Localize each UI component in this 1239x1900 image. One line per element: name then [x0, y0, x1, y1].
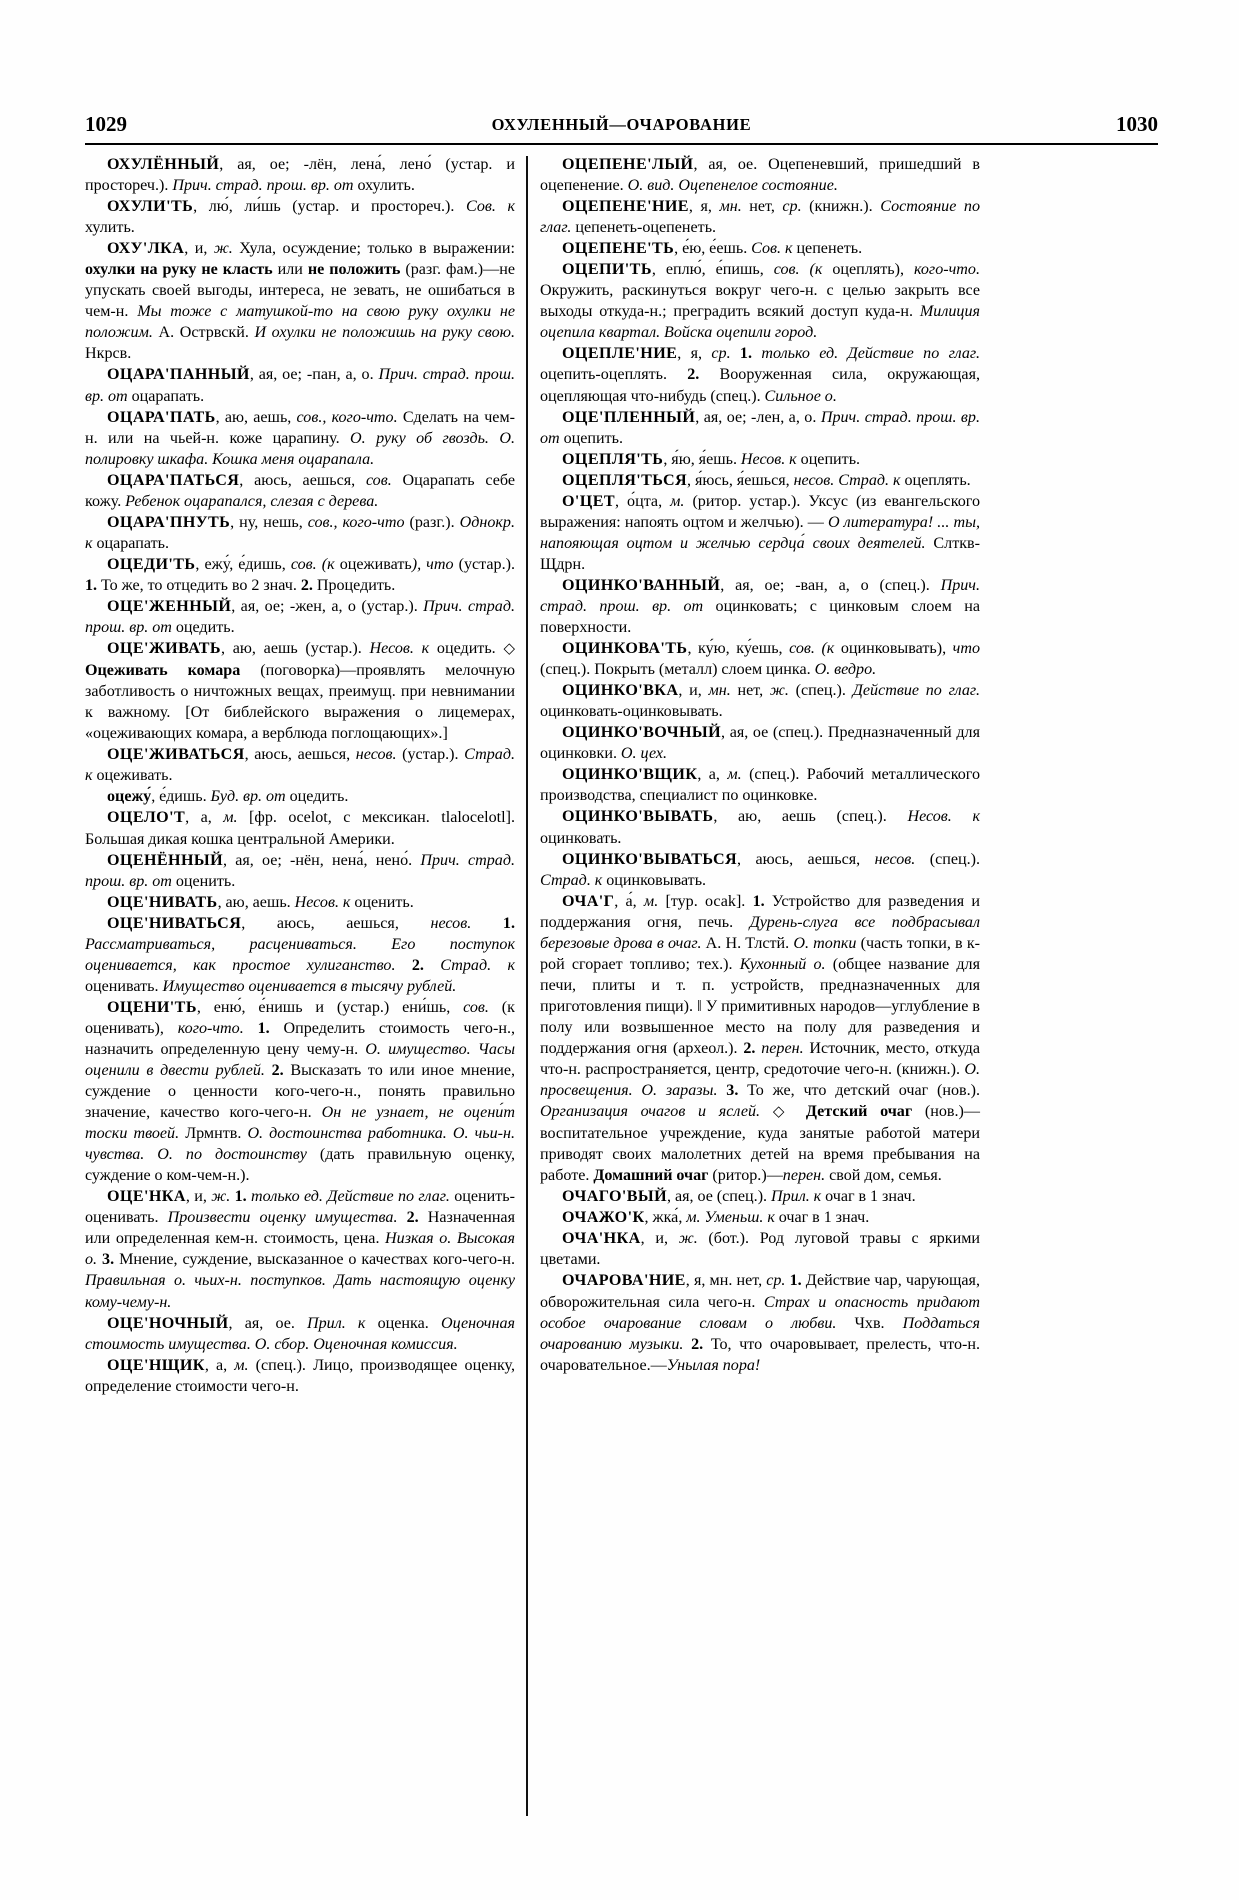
running-head	[85, 95, 1158, 137]
dictionary-entry: ОЦИНКО'ВЫВАТЬ, аю, аешь (спец.). Несов. к оцинковать.	[540, 808, 980, 847]
dictionary-entry: ОЦАРА'ПАННЫЙ, ая, ое; -пан, а, о. Прич. страд. прош. вр. от оцарапать.	[85, 366, 515, 405]
dictionary-entry: ОЦЕПЕНЕ'ЛЫЙ, ая, ое. Оцепеневший, пришедший в оцепенение. О. вид. Оцепенелое состояние.	[540, 156, 980, 195]
column-container	[85, 154, 1158, 1822]
dictionary-entry: ОХУЛИ'ТЬ, лю́, ли́шь (устар. и простореч.). Сов. к хулить.	[85, 198, 516, 237]
dictionary-entry: ОЧА'Г, а́, м. [тур. осаk]. 1. Устройство для разведения и поддержания огня, печь. Дурень-слуга все подбрасывал березовые дрова в очаг. А. Н. Тлстй. О. топки (часть топки, в к-рой сгорает топливо; тех.). Кухонный о. (общее название для печи, плиты и т. п. устройств, предназначенных для приготовления пищи). ‖ У примитивных народов—углубление в полу или возвышенное место на полу для разведения и поддержания огня (археол.). 2. перен. Источник, место, откуда что-н. распространяется, центр, средоточие чего-н. (книжн.). О. просвещения. О. заразы. 3. То же, что детский очаг (нов.). Организация очагов и яслей. ◇ Детский очаг (нов.)—воспитательное учреждение, куда занятые работой матери приводят своих малолетних детей на время пребывания на работе. Домашний очаг (ритор.)—перен. свой дом, семья.	[540, 892, 981, 1185]
dictionary-entry: ОЦАРА'ПАТЬ, аю, аешь, сов., кого-что. Сделать на чем-н. или на чьей-н. коже царапину. О. руку об гвоздь. О. полировку шкафа. Кошка меня оцарапала.	[85, 408, 515, 468]
dictionary-entry: ОЦЕ'ЖИВАТЬ, аю, аешь (устар.). Несов. к оцедить. ◇ Оцеживать комара (поговорка)—проявлять мелочную заботливость о ничтожных вещах, преимущ. при невнимании к важному. [От библейского выражения о лицемерах, «оцеживающих комара, а верблюда поглощающих».]	[85, 640, 515, 743]
dictionary-entry: ОЧАРОВА'НИЕ, я, мн. нет, ср. 1. Действие чар, чарующая, обворожительная сила чего-н. Страх и опасность придают особое очарование словам о любви. Чхв. Поддаться очарованию музыки. 2. То, что очаровывает, прелесть, что-н. очаровательное.—Унылая пора!	[540, 1272, 980, 1374]
dictionary-entry: ОЦЕ'НКА, и, ж. 1. только ед. Действие по глаг. оценить-оценивать. Произвести оценку имущества. 2. Назначенная или определенная кем-н. стоимость, цена. Низкая о. Высокая о. 3. Мнение, суждение, высказанное о качествах кого-чего-н. Правильная о. чьих-н. поступков. Дать настоящую оценку кому-чему-н.	[85, 1188, 515, 1311]
dictionary-entry: ОЦЕ'НИВАТЬ, аю, аешь. Несов. к оценить.	[107, 893, 414, 911]
dictionary-entry: ОЦАРА'ПАТЬСЯ, аюсь, аешься, сов. Оцарапать себе кожу. Ребенок оцарапался, слезая с дерева.	[85, 471, 515, 510]
folio-right: 1030	[1116, 112, 1158, 136]
dictionary-entry: ОЦЕ'ЖИВАТЬСЯ, аюсь, аешься, несов. (устар.). Страд. к оцеживать.	[85, 746, 515, 785]
dictionary-entry: ОЦЕПЕНЕ'ТЬ, е́ю, е́ешь. Сов. к цепенеть.	[562, 240, 863, 258]
dictionary-entry: ОЦЕПЛЯ'ТЬ, я́ю, я́ешь. Несов. к оцепить.	[562, 450, 861, 468]
dictionary-entry: ОЦЕ'НИВАТЬСЯ, аюсь, аешься, несов. 1. Рассматриваться, расцениваться. Его поступок оценивается, как простое хулиганство. 2. Страд. к оценивать. Имущество оценивается в тысячу рублей.	[85, 914, 516, 995]
dictionary-entry: ОЦЕДИ'ТЬ, ежу́, е́дишь, сов. (к оцеживать), что (устар.). 1. То же, то отцедить во 2 знач. 2. Процедить.	[85, 555, 515, 594]
column-left	[85, 154, 515, 1822]
dictionary-entry: ОЧА'НКА, и, ж. (бот.). Род луговой травы с яркими цветами.	[540, 1230, 980, 1269]
page-content	[85, 95, 1158, 1825]
dictionary-entry: ОЦЕПЛЕ'НИЕ, я, ср. 1. только ед. Действие по глаг. оцепить-оцеплять. 2. Вооруженная сила, окружающая, оцепляющая что-нибудь (спец.). Сильное о.	[540, 345, 980, 405]
dictionary-entry: ОХУ'ЛКА, и, ж. Хула, осуждение; только в выражении: охулки на руку не класть или не положить (разг. фам.)—не упускать своей выгоды, интереса, не зевать, не ошибаться в чем-н. Мы тоже с матушкой-то на свою руку охулки не положим. А. Острвскй. И охулки не положишь на руку свою. Нкрсв.	[85, 240, 516, 363]
dictionary-entry: ОЦИНКОВА'ТЬ, ку́ю, ку́ешь, сов. (к оцинковывать), что (спец.). Покрыть (металл) слоем цинка. О. ведро.	[540, 640, 980, 679]
dictionary-entry: ОЦЕ'НОЧНЫЙ, ая, ое. Прил. к оценка. Оценочная стоимость имущества. О. сбор. Оценочная комиссия.	[85, 1314, 515, 1353]
dictionary-entry: О'ЦЕТ, о́цта, м. (ритор. устар.). Уксус (из евангельского выражения: напоять оцтом и желчью). — О литература! ... ты, напояющая оцтом и желчью сердца́ своих деятелей. Слткв-Щдрн.	[540, 492, 980, 573]
dictionary-entry: ОЦЕ'НЩИК, а, м. (спец.). Лицо, производящее оценку, определение стоимости чего-н.	[85, 1356, 515, 1395]
column-gap	[515, 154, 540, 1822]
dictionary-entry: ОЦЕ'ПЛЕННЫЙ, ая, ое; -лен, а, о. Прич. страд. прош. вр. от оцепить.	[540, 408, 980, 447]
dictionary-entry: ОЦИНКО'ВКА, и, мн. нет, ж. (спец.). Действие по глаг. оцинковать-оцинковывать.	[540, 682, 981, 721]
dictionary-entry: ОЦЕЛО'Т, а, м. [фр. ocelot, с мексикан. tlalocelotl]. Большая дикая кошка центральной Америки.	[85, 809, 515, 848]
column-divider	[526, 156, 528, 1816]
dictionary-entry: ОЦИНКО'ВАННЫЙ, ая, ое; -ван, а, о (спец.). Прич. страд. прош. вр. от оцинковать; с цинковым слоем на поверхности.	[540, 576, 980, 637]
header-rule	[85, 143, 1158, 145]
dictionary-entry: ОЦИНКО'ВЫВАТЬСЯ, аюсь, аешься, несов. (спец.). Страд. к оцинковывать.	[540, 850, 980, 889]
dictionary-entry: ОЦЕПЕНЕ'НИЕ, я, мн. нет, ср. (книжн.). Состояние по глаг. цепенеть-оцепенеть.	[540, 198, 980, 237]
dictionary-entry: оцежу́, е́дишь. Буд. вр. от оцедить.	[107, 788, 349, 806]
dictionary-entry: ОЦИНКО'ВЩИК, а, м. (спец.). Рабочий металлического производства, специалист по оцинковке.	[540, 766, 981, 805]
dictionary-entry: ОЦАРА'ПНУТЬ, ну, нешь, сов., кого-что (разг.). Однокр. к оцарапать.	[85, 513, 515, 552]
running-title: ОХУЛЕННЫЙ—ОЧАРОВАНИЕ	[491, 114, 752, 134]
dictionary-entry: ОЦЕПЛЯ'ТЬСЯ, я́юсь, я́ешься, несов. Страд. к оцеплять.	[562, 471, 971, 489]
dictionary-entry: ОЦЕПИ'ТЬ, еплю́, е́пишь, сов. (к оцеплять), кого-что. Окружить, раскинуться вокруг чего-н. с целью закрыть все выходы откуда-н.; преградить всякий доступ куда-н. Милиция оцепила квартал. Войска оцепили город.	[540, 261, 980, 342]
dictionary-entry: ОХУЛЁННЫЙ, ая, ое; -лён, лена́, лено́ (устар. и простореч.). Прич. страд. прош. вр. от охулить.	[85, 156, 515, 195]
dictionary-entry: ОЧАЖО'К, жка́, м. Уменьш. к очаг в 1 знач.	[562, 1209, 870, 1227]
dictionary-entry: ОЦИНКО'ВОЧНЫЙ, ая, ое (спец.). Предназначенный для оцинковки. О. цех.	[540, 724, 980, 763]
dictionary-entry: ОЦЕ'ЖЕННЫЙ, ая, ое; -жен, а, о (устар.). Прич. страд. прош. вр. от оцедить.	[85, 597, 515, 637]
column-right	[540, 154, 980, 1822]
folio-left: 1029	[85, 112, 127, 136]
dictionary-entry: ОЦЕНЁННЫЙ, ая, ое; -нён, нена́, нено́. Прич. страд. прош. вр. от оценить.	[85, 851, 515, 890]
dictionary-entry: ОЦЕНИ'ТЬ, еню́, е́нишь и (устар.) ени́шь, сов. (к оценивать), кого-что. 1. Определить стоимость чего-н., назначить определенную цену чему-н. О. имущество. Часы оценили в двести рублей. 2. Высказать то или иное мнение, суждение о ценности кого-чего-н., понять правильно значение, качество кого-чего-н. Он не узнает, не оцени́т тоски твоей. Лрмнтв. О. достоинства работника. О. чьи-н. чувства. О. по достоинству (дать правильную оценку, суждение о ком-чем-н.).	[85, 998, 516, 1185]
dictionary-entry: ОЧАГО'ВЫЙ, ая, ое (спец.). Прил. к очаг в 1 знач.	[562, 1188, 916, 1206]
